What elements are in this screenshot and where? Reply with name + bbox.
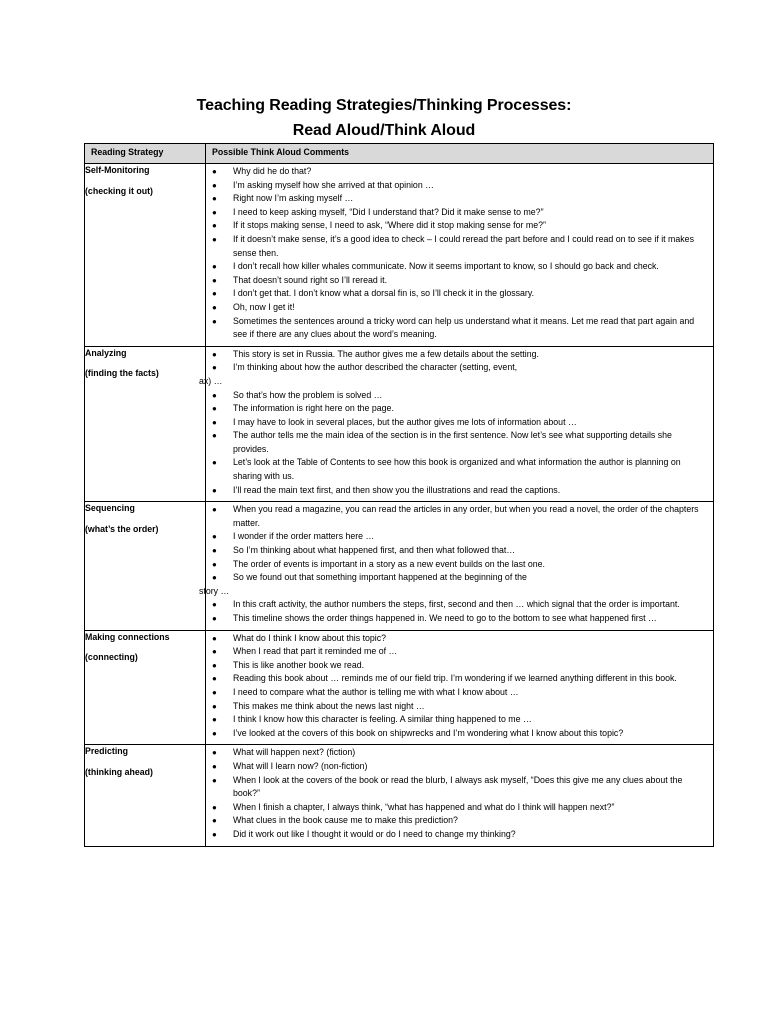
- strategy-cell: [85, 346, 206, 502]
- list-item: [206, 598, 713, 612]
- bullet-icon: ●: [212, 559, 217, 569]
- list-item: [206, 260, 713, 274]
- comment-text: This story is set in Russia. The author gives me a few details about the setting.: [233, 348, 539, 359]
- comment-text: Reading this book about … reminds me of our field trip. I’m wondering if we learned anything different in this book.: [233, 673, 677, 684]
- comment-text: So that’s how the problem is solved …: [233, 389, 383, 400]
- table-row: [85, 630, 714, 745]
- comment-text: I’ve looked at the covers of this book on shipwrecks and I’m wondering what I know about this topic?: [233, 727, 624, 738]
- comment-text: This makes me think about the news last night …: [233, 700, 425, 711]
- strategy-name: Predicting: [85, 746, 129, 757]
- list-item: [206, 672, 713, 686]
- comment-text: I don’t get that. I don’t know what a dorsal fin is, so I’ll check it in the glossary.: [233, 288, 535, 299]
- bullet-icon: ●: [212, 687, 217, 697]
- table-row: [85, 346, 714, 502]
- comment-list: [199, 502, 713, 629]
- bullet-icon: ●: [212, 816, 217, 826]
- comment-text: Oh, now I get it!: [233, 301, 295, 312]
- list-item: [206, 429, 713, 456]
- comment-list: [199, 347, 713, 502]
- bullet-icon: ●: [212, 728, 217, 738]
- comment-text: I need to keep asking myself, “Did I understand that? Did it make sense to me?”: [233, 206, 544, 217]
- strategy-table: [84, 143, 714, 847]
- bullet-icon: ●: [212, 546, 217, 556]
- bullet-icon: ●: [212, 275, 217, 285]
- comment-text: I wonder if the order matters here …: [233, 531, 375, 542]
- comment-text: I think I know how this character is feeling. A similar thing happened to me …: [233, 714, 532, 725]
- table-header-row: [85, 144, 714, 164]
- comment-text: Right now I’m asking myself …: [233, 193, 354, 204]
- comment-text: Sometimes the sentences around a tricky word can help us understand what it means. Let me read that part again and see if there are any clues about the word’s meaning.: [233, 315, 695, 340]
- bullet-icon: ●: [212, 180, 217, 190]
- bullet-icon: ●: [212, 775, 217, 785]
- list-item: [206, 571, 713, 585]
- strategy-subtitle: (connecting): [85, 652, 138, 663]
- comment-text: I’ll read the main text first, and then show you the illustrations and read the captions.: [233, 484, 561, 495]
- list-item: [206, 402, 713, 416]
- strategy-cell: [85, 630, 206, 745]
- list-item: [206, 828, 713, 842]
- bullet-icon: ●: [212, 221, 217, 231]
- strategy-name: Analyzing: [85, 347, 127, 358]
- comment-text: I don’t recall how killer whales communicate. Now it seems important to know, so I should go back and check.: [233, 261, 659, 272]
- list-item: [206, 315, 713, 342]
- bullet-icon: ●: [212, 505, 217, 515]
- list-item: [206, 727, 713, 741]
- bullet-icon: ●: [212, 349, 217, 359]
- comment-text: The author tells me the main idea of the section is in the first sentence. Now let’s see what supporting details she provides.: [233, 430, 672, 454]
- strategy-subtitle: (finding the facts): [85, 368, 159, 379]
- list-item: [206, 233, 713, 260]
- comment-list: [206, 631, 713, 745]
- list-item: [206, 713, 713, 727]
- bullet-icon: ●: [212, 316, 217, 326]
- list-item: [206, 179, 713, 193]
- comment-text: What will I learn now? (non-fiction): [233, 760, 368, 771]
- bullet-icon: ●: [212, 262, 217, 272]
- list-item: [206, 760, 713, 774]
- comment-text: What do I think I know about this topic?: [233, 632, 387, 643]
- strategy-cell: [85, 164, 206, 347]
- list-item: [206, 700, 713, 714]
- list-item: [206, 530, 713, 544]
- comment-text: What clues in the book cause me to make this prediction?: [233, 815, 458, 826]
- comment-text: That doesn’t sound right so I’ll reread it.: [233, 274, 388, 285]
- header-think-aloud-comments: Possible Think Aloud Comments: [206, 144, 714, 164]
- bullet-icon: ●: [212, 207, 217, 217]
- list-item: [206, 814, 713, 828]
- bullet-icon: ●: [212, 363, 217, 373]
- list-item: [206, 612, 713, 626]
- bullet-icon: ●: [212, 748, 217, 758]
- bullet-icon: ●: [212, 404, 217, 414]
- comment-text: In this craft activity, the author numbers the steps, first, second and then … which signal that the order is important.: [233, 599, 680, 610]
- bullet-icon: ●: [212, 167, 217, 176]
- bullet-icon: ●: [212, 431, 217, 441]
- bullet-icon: ●: [212, 647, 217, 657]
- bullet-icon: ●: [212, 701, 217, 711]
- list-item: [206, 165, 713, 179]
- comment-text: So we found out that something important happened at the beginning of the: [233, 572, 527, 583]
- bullet-icon: ●: [212, 614, 217, 623]
- list-item: [206, 301, 713, 315]
- strategy-cell: [85, 502, 206, 630]
- bullet-icon: ●: [212, 715, 217, 725]
- table-body: [85, 164, 714, 847]
- comments-cell: [206, 630, 714, 745]
- bullet-icon: ●: [212, 289, 217, 299]
- page-subtitle: Read Aloud/Think Aloud: [292, 122, 476, 139]
- bullet-icon: ●: [212, 458, 217, 468]
- comment-text: So I’m thinking about what happened first, and then what followed that…: [233, 545, 516, 556]
- comment-text: I’m thinking about how the author described the character (setting, event,: [233, 362, 518, 373]
- comment-text: This timeline shows the order things happened in. We need to go to the bottom to see what happened first …: [233, 613, 657, 623]
- header-reading-strategy: Reading Strategy: [85, 144, 206, 164]
- list-item: [206, 544, 713, 558]
- list-item: [206, 287, 713, 301]
- strategy-subtitle: (what’s the order): [85, 523, 159, 534]
- bullet-icon: ●: [212, 600, 217, 610]
- list-item: [206, 632, 713, 646]
- list-item: [206, 219, 713, 233]
- list-item: [206, 348, 713, 362]
- list-item: [206, 503, 713, 530]
- list-item: [206, 746, 713, 760]
- bullet-icon: ●: [212, 660, 217, 670]
- list-item: [206, 659, 713, 673]
- strategy-subtitle: (checking it out): [85, 185, 153, 196]
- bullet-icon: ●: [212, 674, 217, 684]
- list-item: [199, 585, 713, 599]
- list-item: [206, 192, 713, 206]
- comment-list: [206, 745, 713, 845]
- comments-cell: [206, 745, 714, 846]
- comment-text: I’m asking myself how she arrived at that opinion …: [233, 179, 434, 190]
- table-row: [85, 745, 714, 846]
- comment-text: The order of events is important in a story as a new event builds on the last one.: [233, 558, 545, 569]
- strategy-subtitle: (thinking ahead): [85, 766, 153, 777]
- comment-text: If it stops making sense, I need to ask, “Where did it stop making sense for me?”: [233, 220, 546, 231]
- comment-list: [206, 164, 713, 346]
- comment-text: Let’s look at the Table of Contents to see how this book is organized and what information the author is planning on sharing with us.: [233, 457, 681, 482]
- table-row: [85, 502, 714, 630]
- page-title: Teaching Reading Strategies/Thinking Processes:: [196, 97, 572, 114]
- list-item: [206, 774, 713, 801]
- list-item: [199, 375, 713, 389]
- comment-text: I need to compare what the author is telling me with what I know about …: [233, 686, 519, 697]
- bullet-icon: ●: [212, 532, 217, 542]
- comment-text: story …: [199, 585, 230, 596]
- list-item: [206, 484, 713, 498]
- comment-text: When you read a magazine, you can read the articles in any order, but when you read a novel, the order of the chapters matter.: [233, 504, 699, 528]
- bullet-icon: ●: [212, 485, 217, 495]
- strategy-name: Sequencing: [85, 503, 135, 514]
- bullet-icon: ●: [212, 194, 217, 204]
- bullet-icon: ●: [212, 234, 217, 244]
- list-item: [206, 645, 713, 659]
- list-item: [206, 456, 713, 483]
- bullet-icon: ●: [212, 829, 217, 839]
- comment-text: What will happen next? (fiction): [233, 747, 356, 758]
- list-item: [206, 686, 713, 700]
- comment-text: When I look at the covers of the book or read the blurb, I always ask myself, “Does this give me any clues about the book?”: [233, 774, 683, 799]
- list-item: [206, 801, 713, 815]
- comment-text: I may have to look in several places, but the author gives me lots of information about …: [233, 416, 577, 427]
- bullet-icon: ●: [212, 573, 217, 583]
- list-item: [206, 389, 713, 403]
- list-item: [206, 274, 713, 288]
- comments-cell: [199, 502, 714, 630]
- comment-text: ax) …: [199, 375, 223, 386]
- strategy-cell: [85, 745, 206, 846]
- comments-cell: [199, 346, 714, 502]
- bullet-icon: ●: [212, 761, 217, 771]
- list-item: [206, 558, 713, 572]
- comment-text: If it doesn’t make sense, it’s a good idea to check – I could reread the part before and I could read on to see if it makes sense then.: [233, 233, 694, 258]
- bullet-icon: ●: [212, 802, 217, 812]
- comment-text: Did it work out like I thought it would or do I need to change my thinking?: [233, 828, 516, 839]
- list-item: [206, 361, 713, 375]
- bullet-icon: ●: [212, 302, 217, 312]
- strategy-name: Making connections: [85, 631, 170, 642]
- comment-text: The information is right here on the page.: [233, 403, 394, 414]
- table-row: [85, 164, 714, 347]
- list-item: [206, 206, 713, 220]
- strategy-name: Self-Monitoring: [85, 165, 150, 175]
- bullet-icon: ●: [212, 417, 217, 427]
- bullet-icon: ●: [212, 390, 217, 400]
- comment-text: Why did he do that?: [233, 166, 312, 176]
- comments-cell: [206, 164, 714, 347]
- bullet-icon: ●: [212, 633, 217, 643]
- comment-text: This is like another book we read.: [233, 659, 365, 670]
- comment-text: When I read that part it reminded me of …: [233, 646, 398, 657]
- list-item: [206, 416, 713, 430]
- comment-text: When I finish a chapter, I always think, “what has happened and what do I think will happen next?”: [233, 801, 615, 812]
